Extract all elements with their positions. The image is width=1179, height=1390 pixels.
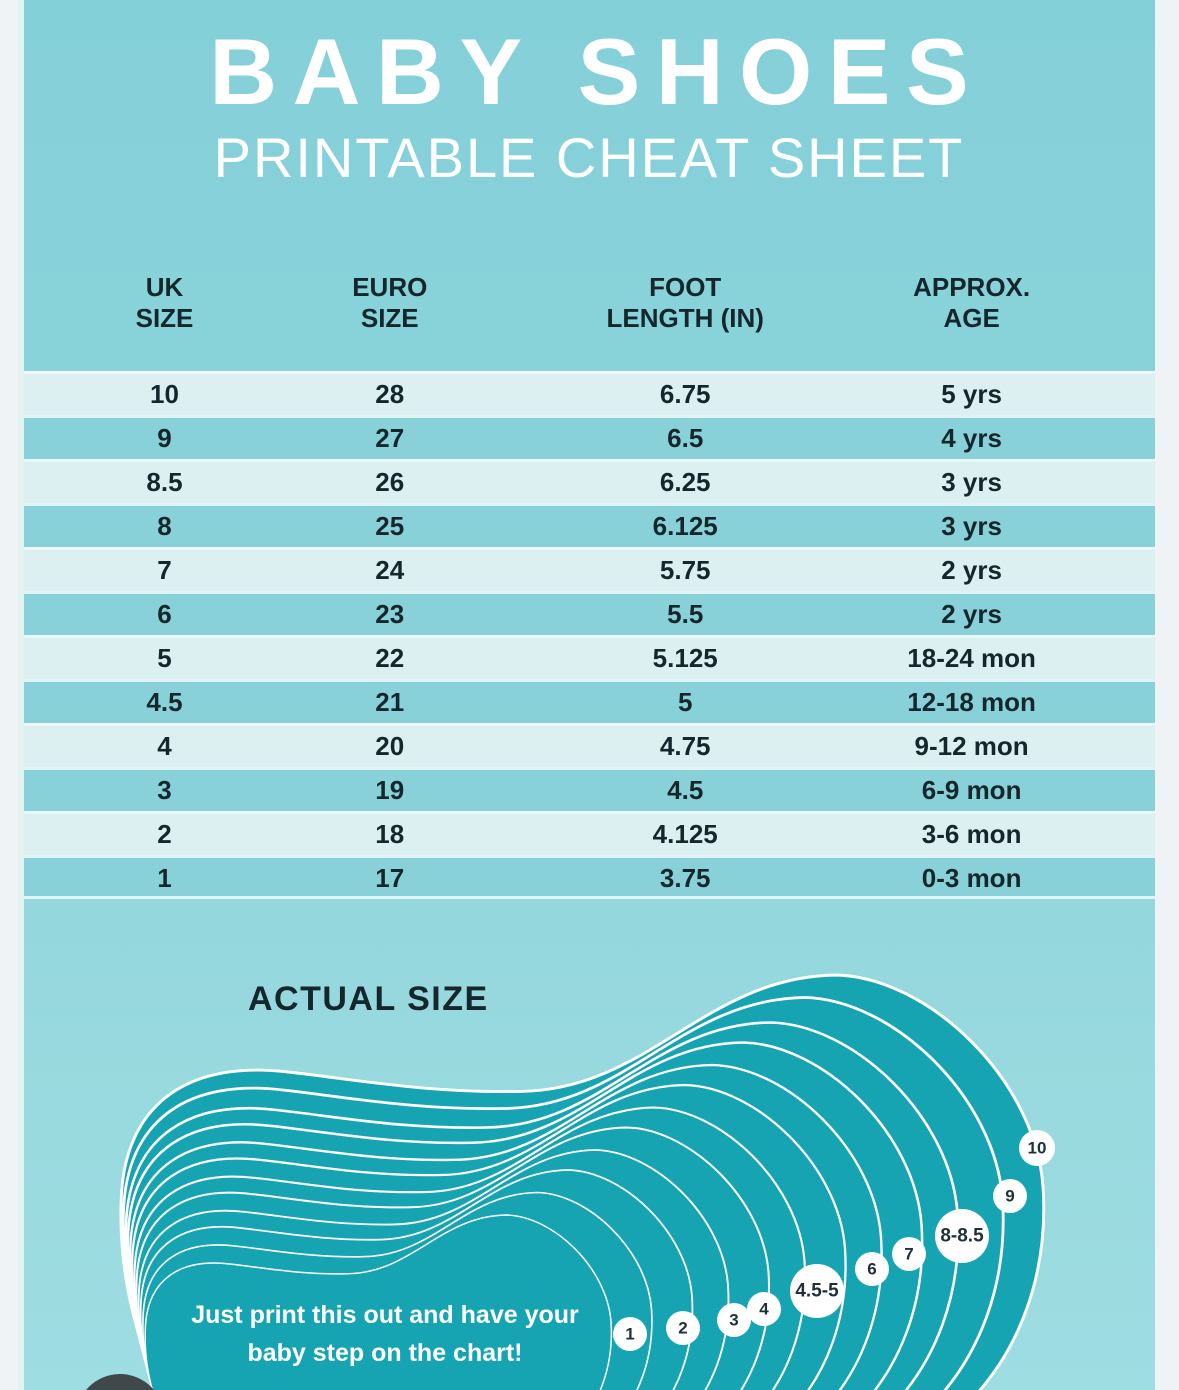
size-marker-label: 2 (678, 1318, 688, 1338)
page-edge-left-inner (18, 0, 24, 1390)
cell-uk-size: 7 (157, 555, 172, 585)
column-header-uk-size (136, 272, 194, 334)
table-row (23, 679, 1155, 723)
table-row (23, 371, 1155, 415)
cell-euro-size: 26 (375, 467, 405, 497)
cell-approx-age: 4 yrs (941, 423, 1002, 453)
cell-foot-length: 5.5 (667, 599, 704, 629)
cell-uk-size: 3 (157, 775, 172, 805)
page-subtitle: PRINTABLE CHEAT SHEET (213, 126, 965, 189)
size-marker-10 (1019, 1130, 1055, 1166)
page-edge-right (1155, 0, 1179, 1390)
column-header-foot-length (607, 272, 764, 334)
cell-uk-size: 2 (157, 819, 172, 849)
cell-euro-size: 20 (375, 731, 405, 761)
cell-foot-length: 5.75 (659, 555, 711, 585)
cell-approx-age: 2 yrs (941, 599, 1002, 629)
cell-uk-size: 9 (157, 423, 172, 453)
size-marker-6 (855, 1252, 889, 1286)
size-table (23, 371, 1155, 899)
cell-foot-length: 6.125 (652, 511, 718, 541)
cell-euro-size: 24 (375, 555, 405, 585)
cell-approx-age: 0-3 mon (921, 863, 1022, 893)
cell-euro-size: 27 (375, 423, 405, 453)
table-row (23, 459, 1155, 503)
cell-approx-age: 3 yrs (941, 511, 1002, 541)
table-row (23, 591, 1155, 635)
table-row (23, 723, 1155, 767)
page-title: BABY SHOES (209, 19, 985, 124)
column-header-line: APPROX. (913, 272, 1031, 302)
cell-euro-size: 23 (375, 599, 405, 629)
size-marker-label: 6 (867, 1259, 877, 1279)
cell-euro-size: 25 (375, 511, 405, 541)
size-marker-3 (717, 1303, 751, 1337)
cell-uk-size: 10 (150, 379, 179, 409)
table-row (23, 547, 1155, 591)
cell-foot-length: 6.75 (659, 379, 711, 409)
page-edge-left (0, 0, 18, 1390)
table-row (23, 415, 1155, 459)
cell-foot-length: 4.75 (659, 731, 711, 761)
table-row (23, 811, 1155, 855)
cell-approx-age: 12-18 mon (907, 687, 1036, 717)
column-header-approx-age (913, 272, 1030, 334)
size-marker-label: 3 (729, 1310, 739, 1330)
table-row (23, 635, 1155, 679)
size-marker-label: 4.5-5 (795, 1280, 839, 1302)
cell-uk-size: 6 (157, 599, 172, 629)
cell-uk-size: 8.5 (146, 467, 183, 497)
size-marker-8-8-5 (935, 1209, 989, 1263)
column-header-line: FOOT (649, 272, 722, 302)
cell-foot-length: 4.125 (652, 819, 718, 849)
cell-foot-length: 3.75 (659, 863, 711, 893)
column-header-line: AGE (943, 303, 1000, 333)
table-row (23, 855, 1155, 899)
cell-euro-size: 22 (375, 643, 405, 673)
size-marker-7 (892, 1237, 926, 1271)
cell-approx-age: 5 yrs (941, 379, 1002, 409)
print-instruction-line: Just print this out and have your (191, 1301, 579, 1329)
column-header-line: LENGTH (IN) (606, 303, 764, 333)
cell-euro-size: 28 (375, 379, 405, 409)
column-header-line: UK (145, 272, 184, 302)
cell-uk-size: 8 (157, 511, 172, 541)
cell-euro-size: 18 (375, 819, 405, 849)
print-instruction-note (150, 1296, 620, 1372)
column-header-line: SIZE (360, 303, 419, 333)
cell-foot-length: 6.5 (667, 423, 704, 453)
size-marker-label: 1 (625, 1324, 635, 1344)
table-header (23, 272, 1155, 342)
column-header-line: EURO (352, 272, 428, 302)
cell-approx-age: 18-24 mon (907, 643, 1036, 673)
size-marker-label: 8-8.5 (940, 1225, 984, 1247)
title-block (23, 19, 1155, 190)
size-marker-label: 4 (759, 1299, 769, 1319)
cell-approx-age: 3 yrs (941, 467, 1002, 497)
cell-approx-age: 2 yrs (941, 555, 1002, 585)
cell-euro-size: 17 (375, 863, 405, 893)
size-marker-label: 9 (1005, 1186, 1015, 1206)
table-row (23, 503, 1155, 547)
cell-uk-size: 1 (157, 863, 172, 893)
column-header-line: SIZE (135, 303, 194, 333)
size-marker-9 (993, 1179, 1027, 1213)
size-marker-4-5-5 (790, 1264, 844, 1318)
cell-uk-size: 4.5 (146, 687, 183, 717)
cell-euro-size: 21 (375, 687, 405, 717)
cell-euro-size: 19 (375, 775, 405, 805)
cell-foot-length: 6.25 (659, 467, 711, 497)
cell-approx-age: 9-12 mon (914, 731, 1029, 761)
size-marker-4 (747, 1292, 781, 1326)
cell-foot-length: 4.5 (667, 775, 704, 805)
size-marker-label: 7 (904, 1244, 914, 1264)
column-header-euro-size (352, 272, 427, 334)
cell-uk-size: 5 (157, 643, 172, 673)
size-marker-label: 10 (1027, 1138, 1047, 1158)
actual-size-heading: ACTUAL SIZE (248, 980, 489, 1018)
print-instruction-line: baby step on the chart! (247, 1339, 523, 1367)
cell-approx-age: 6-9 mon (921, 775, 1022, 805)
cell-approx-age: 3-6 mon (921, 819, 1022, 849)
cell-foot-length: 5.125 (652, 643, 718, 673)
cell-uk-size: 4 (157, 731, 172, 761)
cell-foot-length: 5 (677, 687, 693, 717)
size-marker-2 (666, 1311, 700, 1345)
table-row (23, 767, 1155, 811)
